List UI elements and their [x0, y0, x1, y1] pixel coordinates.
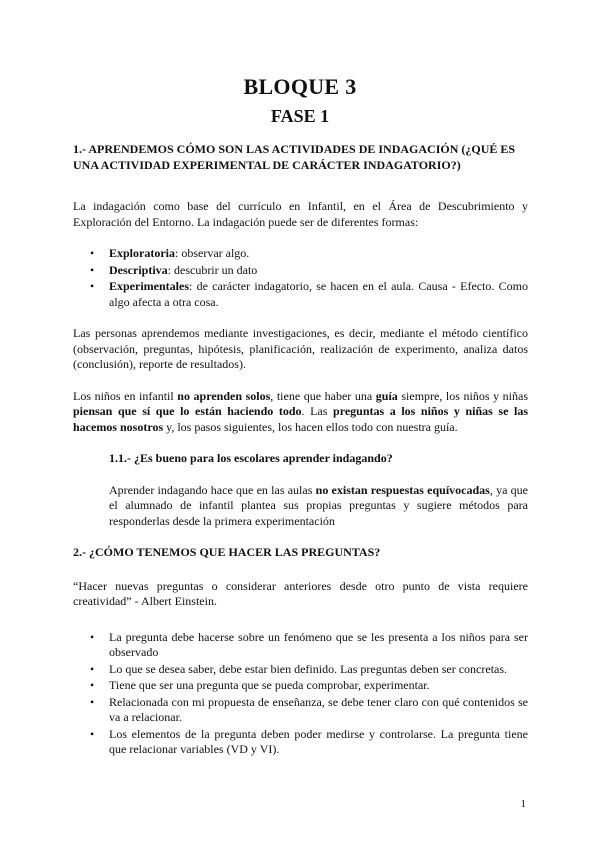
list-item: • Experimentales: de carácter indagatorio, se hacen en el aula. Causa - Efecto. Como algo afecta a otra cosa.	[109, 279, 528, 310]
list-item: • Lo que se desea saber, debe estar bien definido. Las preguntas deben ser concretas.	[109, 662, 528, 678]
section-1-heading: 1.- APRENDEMOS CÓMO SON LAS ACTIVIDADES DE INDAGACIÓN (¿QUÉ ES UNA ACTIVIDAD EXPERIMENTAL DE CARÁCTER INDAGATORIO?)	[73, 142, 516, 172]
list-item: • Descriptiva: descubrir un dato	[109, 263, 528, 279]
question-rules-list	[73, 630, 528, 758]
section-1-intro: La indagación como base del currículo en Infantil, en el Área de Descubrimiento y Exploración del Entorno. La indagación puede ser de diferentes formas:	[73, 199, 528, 229]
section-2-heading: 2.- ¿CÓMO TENEMOS QUE HACER LAS PREGUNTAS?	[73, 545, 381, 559]
document-body	[73, 142, 528, 774]
page-number: 1	[520, 798, 526, 810]
list-item: • Tiene que ser una pregunta que se pueda comprobar, experimentar.	[109, 678, 528, 694]
page-title: BLOQUE 3	[243, 74, 357, 99]
subsection-1-1-paragraph: Aprender indagando hace que en las aulas no existan respuestas equívocadas, ya que el alumnado de infantil plantea sus propias preguntas y sugiere métodos para responderlas desde la primera experimentación	[109, 482, 529, 528]
einstein-quote: “Hacer nuevas preguntas o considerar anteriores desde otro punto de vista requiere creatividad” - Albert Einstein.	[73, 578, 528, 608]
section-1-paragraph-3: Los niños en infantil no aprenden solos, tiene que haber una guía siempre, los niños y niñas piensan que sí que lo están haciendo todo. Las preguntas a los niños y niñas se las hacemos nosotros y, los pasos siguientes, los hacen ellos todo con nuestra guía.	[73, 388, 529, 434]
list-item: • Exploratoria: observar algo.	[109, 246, 528, 262]
section-1-paragraph-2: Las personas aprendemos mediante investigaciones, es decir, mediante el método científico (observación, preguntas, hipótesis, planificación, realización de experimento, analiza datos (conclusión), reporte de resultados).	[73, 326, 528, 371]
inquiry-forms-list	[73, 246, 528, 310]
list-item: • Relacionada con mi propuesta de enseñanza, se debe tener claro con qué contenidos se va a relacionar.	[109, 695, 528, 726]
page-subtitle: FASE 1	[270, 106, 330, 126]
list-item: • La pregunta debe hacerse sobre un fenómeno que se les presenta a los niños para ser observado	[109, 630, 528, 661]
subsection-1-1-heading: 1.1.- ¿Es bueno para los escolares aprender indagando?	[109, 451, 393, 465]
list-item: • Los elementos de la pregunta deben poder medirse y controlarse. La pregunta tiene que relacionar variables (VD y VI).	[109, 727, 528, 758]
